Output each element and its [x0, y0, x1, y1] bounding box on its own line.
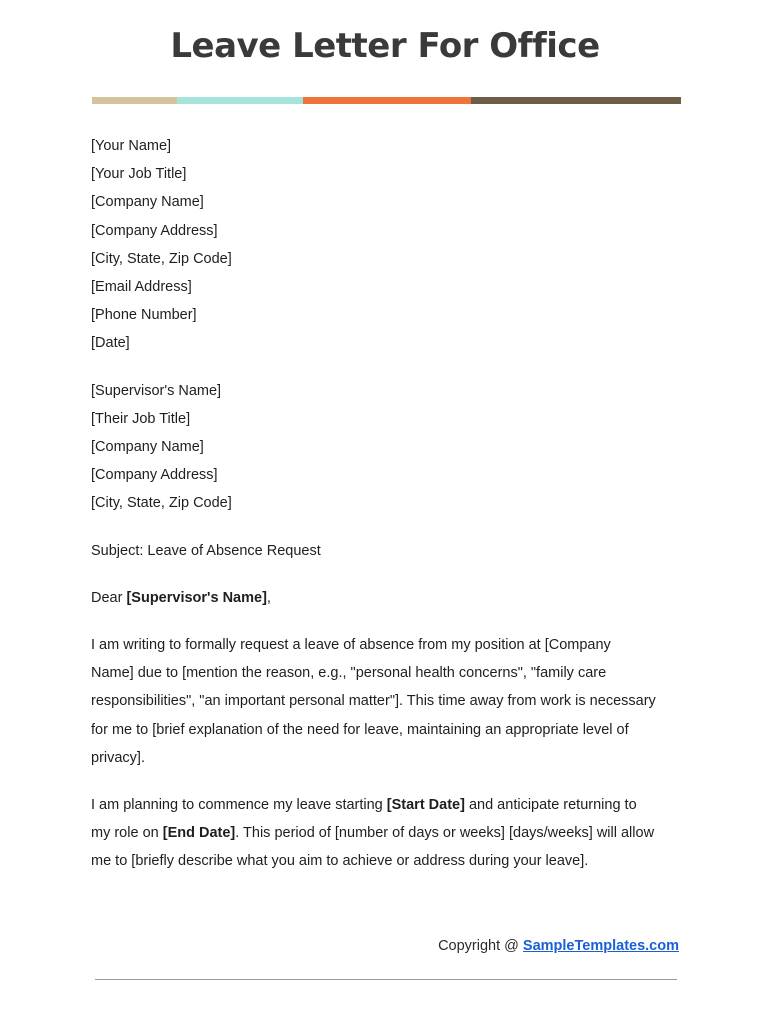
paragraph-line: me to [briefly describe what you aim to achieve or address during your leave].: [91, 853, 589, 870]
recipient-job-title: [Their Job Title]: [91, 410, 191, 427]
paragraph-line: for me to [brief explanation of the need for leave, maintaining an appropriate level of: [91, 721, 629, 738]
recipient-company-name: [Company Name]: [91, 439, 204, 456]
subject-line: Subject: Leave of Absence Request: [91, 542, 321, 559]
salutation-suffix: ,: [266, 589, 271, 606]
paragraph-line: [91, 791, 691, 819]
paragraph-line: I am writing to formally request a leave of absence from my position at [Company: [91, 637, 611, 654]
copyright-prefix: Copyright @: [438, 938, 523, 954]
recipient-address-block: [91, 377, 691, 518]
sender-phone: [Phone Number]: [91, 307, 197, 324]
decorative-color-bar: [92, 97, 681, 104]
footer-divider: [95, 979, 677, 980]
sampletemplates-link[interactable]: SampleTemplates.com: [522, 938, 679, 954]
page-title: Leave Letter For Office: [170, 26, 600, 66]
paragraph-line: privacy].: [91, 749, 145, 766]
color-bar-segment: [471, 97, 681, 104]
copyright-footer: [438, 938, 679, 954]
recipient-city-state-zip: [City, State, Zip Code]: [91, 495, 232, 512]
paragraph-request: [91, 631, 691, 772]
salutation-name: [Supervisor's Name]: [126, 589, 267, 606]
paragraph-line: Name] due to [mention the reason, e.g., "personal health concerns", "family care: [91, 665, 607, 682]
text-run: and anticipate returning to: [464, 797, 637, 814]
paragraph-line: responsibilities", "an important personal matter"]. This time away from work is necessary: [91, 693, 656, 710]
sender-city-state-zip: [City, State, Zip Code]: [91, 250, 232, 267]
text-run: . This period of [number of days or weeks] [days/weeks] will allow: [235, 825, 655, 842]
sender-job-title: [Your Job Title]: [91, 166, 187, 183]
end-date-placeholder: [End Date]: [162, 825, 236, 842]
letter-body: [91, 132, 691, 876]
start-date-placeholder: [Start Date]: [386, 797, 465, 814]
recipient-company-address: [Company Address]: [91, 467, 218, 484]
salutation: [91, 584, 691, 612]
salutation-prefix: Dear: [91, 589, 127, 606]
text-run: my role on: [91, 825, 163, 842]
letter-date: [Date]: [91, 335, 130, 352]
recipient-name: [Supervisor's Name]: [91, 382, 222, 399]
color-bar-segment: [92, 97, 177, 104]
color-bar-segment: [177, 97, 303, 104]
paragraph-schedule: [91, 791, 691, 876]
text-run: I am planning to commence my leave starting: [91, 797, 387, 814]
sender-email: [Email Address]: [91, 279, 192, 296]
sender-company-address: [Company Address]: [91, 222, 218, 239]
color-bar-segment: [303, 97, 471, 104]
paragraph-line: [91, 819, 691, 847]
sender-address-block: [91, 132, 691, 358]
sender-name: [Your Name]: [91, 138, 172, 154]
sender-company-name: [Company Name]: [91, 194, 204, 211]
